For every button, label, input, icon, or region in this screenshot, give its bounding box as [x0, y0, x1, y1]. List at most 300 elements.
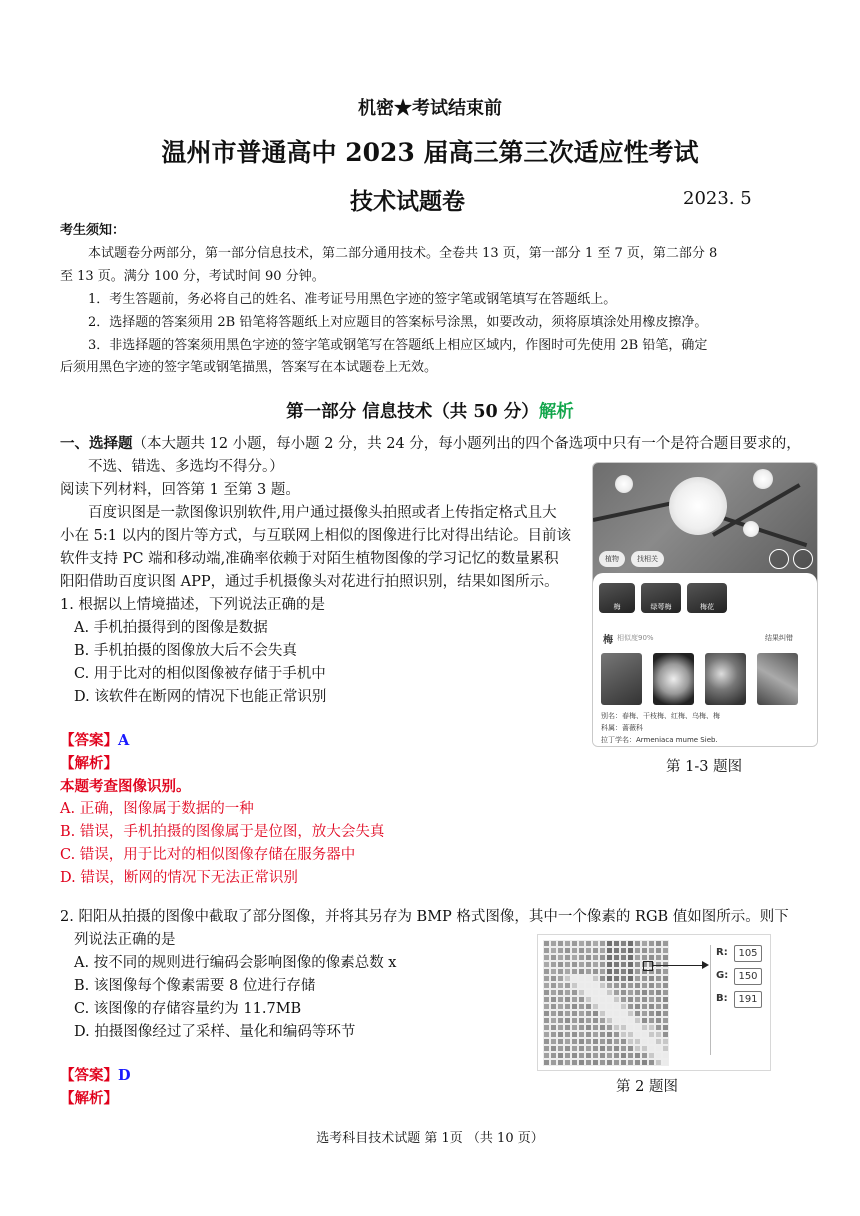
pixel-cell: [578, 968, 585, 975]
pixel-cell: [641, 1038, 648, 1045]
pixel-cell: [599, 1052, 606, 1059]
q1-exp-b: B. 错误，手机拍摄的图像属于是位图，放大会失真: [60, 824, 385, 840]
pixel-cell: [571, 975, 578, 982]
pixel-cell: [620, 996, 627, 1003]
pixel-cell: [613, 1038, 620, 1045]
pixel-cell: [655, 1045, 662, 1052]
scan-icon[interactable]: [769, 549, 789, 569]
pixel-cell: [571, 1059, 578, 1066]
pixel-cell: [648, 1017, 655, 1024]
similarity-label: 相似度90%: [617, 634, 654, 642]
pixel-cell: [585, 1024, 592, 1031]
pixel-cell: [641, 1031, 648, 1038]
section1-desc2: 不选、错选、多选均不得分。）: [88, 459, 284, 475]
plum-bud: [743, 521, 759, 537]
q1-answer-label: 【答案】: [60, 732, 118, 749]
pixel-cell: [564, 961, 571, 968]
pixel-cell: [662, 1031, 669, 1038]
q2-stem-cont: 列说法正确的是: [74, 932, 176, 948]
pixel-cell: [543, 1024, 550, 1031]
pixel-cell: [655, 1059, 662, 1066]
pixel-cell: [627, 1003, 634, 1010]
pixel-cell: [613, 1052, 620, 1059]
pixel-cell: [613, 1059, 620, 1066]
pixel-cell: [592, 996, 599, 1003]
pixel-cell: [606, 1045, 613, 1052]
q2-explanation-label: 【解析】: [60, 1090, 118, 1107]
divider: [710, 945, 711, 1055]
pixel-cell: [641, 1017, 648, 1024]
pixel-cell: [592, 1024, 599, 1031]
pixel-cell: [550, 975, 557, 982]
pixel-cell: [578, 1003, 585, 1010]
pixel-cell: [627, 1045, 634, 1052]
pixel-cell: [620, 1031, 627, 1038]
pixel-cell: [648, 1038, 655, 1045]
pixel-cell: [557, 1017, 564, 1024]
section1-head: 一、选择题: [60, 435, 133, 452]
pixel-cell: [641, 982, 648, 989]
pixel-cell: [599, 1038, 606, 1045]
pixel-cell: [655, 989, 662, 996]
search-icon[interactable]: [793, 549, 813, 569]
pixel-cell: [634, 1045, 641, 1052]
pixel-cell: [550, 989, 557, 996]
pixel-cell: [634, 947, 641, 954]
pixel-cell: [662, 1010, 669, 1017]
q2-answer-label: 【答案】: [60, 1067, 118, 1084]
pixel-cell: [648, 982, 655, 989]
pixel-cell: [557, 1010, 564, 1017]
pixel-cell: [557, 989, 564, 996]
pixel-cell: [550, 1045, 557, 1052]
material-line-2: 小在 5:1 以内的图片等方式，与互联网上相似的图像进行比对得出结论。目前该: [60, 528, 572, 544]
pixel-cell: [662, 1003, 669, 1010]
pixel-cell: [648, 1059, 655, 1066]
pixel-cell: [592, 1038, 599, 1045]
material-line-3: 软件支持 PC 端和移动端,准确率依赖于对陌生植物图像的学习记忆的数量累积: [60, 551, 559, 567]
pixel-cell: [557, 940, 564, 947]
pixel-cell: [627, 975, 634, 982]
pixel-cell: [578, 1017, 585, 1024]
pixel-cell: [634, 1003, 641, 1010]
pixel-cell: [613, 996, 620, 1003]
pixel-cell: [641, 1024, 648, 1031]
pixel-cell: [571, 982, 578, 989]
pixel-cell: [564, 1031, 571, 1038]
pixel-cell: [592, 961, 599, 968]
pixel-cell: [564, 1010, 571, 1017]
pointer-line: [652, 965, 702, 966]
pixel-cell: [578, 996, 585, 1003]
pixel-cell: [606, 1059, 613, 1066]
q1-explanation-label: 【解析】: [60, 755, 118, 772]
b-label: B:: [716, 993, 728, 1004]
candidate-thumb-1[interactable]: [599, 583, 635, 613]
pixel-cell: [634, 940, 641, 947]
pixel-cell: [585, 1059, 592, 1066]
pixel-cell: [585, 1045, 592, 1052]
pixel-cell: [599, 996, 606, 1003]
pixel-cell: [550, 947, 557, 954]
part1-title-text: 第一部分 信息技术（共 50 分）: [286, 402, 539, 422]
pixel-cell: [606, 1017, 613, 1024]
notice-p3: 2．选择题的答案须用 2B 铅笔将答题纸上对应题目的答案标号涂黑，如要改动，须将原填涂处用橡皮擦净。: [88, 315, 708, 330]
pixel-cell: [620, 982, 627, 989]
pixel-cell: [564, 1038, 571, 1045]
pixel-cell: [599, 947, 606, 954]
notice-p1a: 本试题卷分两部分，第一部分信息技术，第二部分通用技术。全卷共 13 页，第一部分 1 至 7 页，第二部分 8: [88, 246, 718, 261]
pixel-cell: [557, 975, 564, 982]
pixel-cell: [627, 982, 634, 989]
pixel-cell: [592, 954, 599, 961]
pixel-cell: [571, 1038, 578, 1045]
pixel-cell: [620, 968, 627, 975]
pixel-cell: [564, 1017, 571, 1024]
pixel-cell: [550, 1038, 557, 1045]
q2-answer: [60, 1064, 131, 1087]
pixel-cell: [564, 968, 571, 975]
pixel-cell: [613, 1031, 620, 1038]
pixel-cell: [592, 940, 599, 947]
pixel-cell: [592, 989, 599, 996]
pixel-cell: [655, 1024, 662, 1031]
pixel-cell: [655, 1017, 662, 1024]
pixel-cell: [564, 1003, 571, 1010]
pixel-cell: [578, 1024, 585, 1031]
pixel-cell: [606, 989, 613, 996]
pixel-cell: [627, 1038, 634, 1045]
pixel-cell: [557, 968, 564, 975]
pixel-cell: [606, 1003, 613, 1010]
pixel-cell: [543, 1031, 550, 1038]
pixel-cell: [543, 1017, 550, 1024]
pixel-cell: [599, 975, 606, 982]
pixel-cell: [585, 1038, 592, 1045]
pixel-cell: [662, 1017, 669, 1024]
pixel-cell: [620, 989, 627, 996]
pixel-cell: [585, 996, 592, 1003]
pixel-cell: [634, 961, 641, 968]
pixel-cell: [606, 954, 613, 961]
q2-stem: 2. 阳阳从拍摄的图像中截取了部分图像，并将其另存为 BMP 格式图像，其中一个像素的 RGB 值如图所示。则下: [60, 909, 789, 925]
figure-caption-1-3: 第 1-3 题图: [666, 759, 743, 775]
pixel-cell: [550, 1003, 557, 1010]
pixel-cell: [648, 975, 655, 982]
pixel-cell: [550, 954, 557, 961]
pixel-cell: [599, 1010, 606, 1017]
material-line-4: 阳阳借助百度识图 APP，通过手机摄像头对花进行拍照识别，结果如图所示。: [60, 574, 559, 590]
pixel-cell: [662, 940, 669, 947]
notice-p1b: 至 13 页。满分 100 分，考试时间 90 分钟。: [60, 269, 325, 284]
pixel-cell: [634, 996, 641, 1003]
pixel-cell: [564, 940, 571, 947]
pixel-cell: [564, 996, 571, 1003]
pixel-cell: [641, 1059, 648, 1066]
pixel-cell: [599, 1017, 606, 1024]
pixel-cell: [634, 982, 641, 989]
similar-image-2[interactable]: [653, 653, 694, 705]
notice-p2: 1．考生答题前，务必将自己的姓名、准考证号用黑色字迹的签字笔或钢笔填写在答题纸上。: [88, 292, 617, 307]
candidate-thumb-2[interactable]: [641, 583, 681, 613]
pixel-cell: [613, 989, 620, 996]
pixel-cell: [606, 940, 613, 947]
pixel-cell: [648, 996, 655, 1003]
pixel-cell: [662, 989, 669, 996]
pixel-cell: [634, 1038, 641, 1045]
pixel-cell: [599, 1024, 606, 1031]
pixel-cell: [606, 1010, 613, 1017]
pixel-cell: [641, 1052, 648, 1059]
pixel-cell: [592, 1052, 599, 1059]
pixel-cell: [550, 1059, 557, 1066]
pixel-cell: [606, 1024, 613, 1031]
pixel-cell: [578, 1038, 585, 1045]
pixel-cell: [543, 968, 550, 975]
q1-stem: 1. 根据以上情境描述，下列说法正确的是: [60, 597, 325, 613]
g-value: 150: [734, 968, 762, 985]
pixel-cell: [606, 982, 613, 989]
pixel-cell: [627, 1017, 634, 1024]
q1-exp-a: A. 正确，图像属于数据的一种: [60, 801, 254, 817]
candidate-label: 梅花: [700, 603, 714, 611]
pixel-cell: [641, 947, 648, 954]
pixel-cell: [550, 1010, 557, 1017]
pixel-cell: [620, 1045, 627, 1052]
pixel-cell: [571, 1045, 578, 1052]
pixel-cell: [550, 1017, 557, 1024]
figure-caption-2: 第 2 题图: [616, 1079, 678, 1095]
pixel-cell: [592, 1010, 599, 1017]
pixel-cell: [641, 1003, 648, 1010]
pixel-cell: [585, 968, 592, 975]
pixel-cell: [557, 1052, 564, 1059]
notice-p4a: 3．非选择题的答案须用黑色字迹的签字笔或钢笔写在答题纸上相应区域内，作图时可先使用 2B 铅笔，确定: [88, 338, 708, 353]
pixel-cell: [662, 954, 669, 961]
pixel-cell: [627, 989, 634, 996]
pixel-cell: [585, 961, 592, 968]
pixel-cell: [641, 975, 648, 982]
pixel-cell: [648, 1031, 655, 1038]
tag-plant[interactable]: 植物: [599, 551, 625, 567]
pixel-cell: [606, 996, 613, 1003]
pixel-cell: [648, 1010, 655, 1017]
page-footer: 选考科目技术试题 第 1页 （共 10 页）: [316, 1131, 544, 1146]
pixel-cell: [543, 975, 550, 982]
pixel-cell: [662, 1024, 669, 1031]
pixel-cell: [648, 989, 655, 996]
similar-image-1[interactable]: [601, 653, 642, 705]
pixel-cell: [599, 1003, 606, 1010]
pixel-cell: [550, 1031, 557, 1038]
candidate-label: 梅: [613, 603, 621, 611]
pixel-cell: [543, 1038, 550, 1045]
pixel-cell: [634, 1017, 641, 1024]
pixel-cell: [571, 1003, 578, 1010]
tag-related[interactable]: 找相关: [631, 551, 664, 567]
pixel-cell: [571, 947, 578, 954]
pixel-cell: [655, 968, 662, 975]
pixel-cell: [662, 996, 669, 1003]
pixel-cell: [620, 1059, 627, 1066]
pixel-cell: [571, 1024, 578, 1031]
pixel-cell: [634, 975, 641, 982]
similar-image-4[interactable]: [757, 653, 798, 705]
pixel-cell: [585, 954, 592, 961]
pixel-cell: [585, 1031, 592, 1038]
section1-desc: （本大题共 12 小题，每小题 2 分，共 24 分，每小题列出的四个备选项中只有一个是符合题目要求的，: [132, 436, 801, 452]
pixel-cell: [564, 954, 571, 961]
pixel-cell: [585, 947, 592, 954]
pixel-cell: [655, 940, 662, 947]
pixel-cell: [557, 982, 564, 989]
q2-option-d: D. 拍摄图像经过了采样、量化和编码等环节: [74, 1024, 356, 1040]
result-card: [593, 573, 817, 746]
q1-exp-d: D. 错误，断网的情况下无法正常识别: [60, 870, 298, 886]
arrow-icon: [702, 961, 709, 969]
pixel-cell: [641, 1045, 648, 1052]
r-label: R:: [716, 947, 728, 958]
candidate-thumb-3[interactable]: [687, 583, 727, 613]
pixel-cell: [578, 975, 585, 982]
pixel-cell: [571, 954, 578, 961]
q1-exp-intro: 本题考查图像识别。: [60, 778, 191, 795]
pixel-cell: [543, 1045, 550, 1052]
pixel-cell: [627, 940, 634, 947]
pixel-cell: [620, 961, 627, 968]
pixel-cell: [592, 975, 599, 982]
pixel-cell: [648, 1003, 655, 1010]
pixel-cell: [627, 1059, 634, 1066]
pixel-cell: [613, 1024, 620, 1031]
pixel-cell: [627, 996, 634, 1003]
pixel-cell: [592, 947, 599, 954]
plum-bud: [753, 469, 773, 489]
pixel-cell: [655, 982, 662, 989]
pixel-cell: [564, 947, 571, 954]
pixel-cell: [620, 954, 627, 961]
pixel-cell: [627, 961, 634, 968]
pixel-cell: [655, 1003, 662, 1010]
pixel-cell: [578, 954, 585, 961]
similar-image-3[interactable]: [705, 653, 746, 705]
pixel-cell: [578, 940, 585, 947]
pixel-cell: [613, 940, 620, 947]
pixel-cell: [627, 1024, 634, 1031]
pixel-cell: [599, 1059, 606, 1066]
pixel-cell: [578, 1010, 585, 1017]
pixel-cell: [620, 940, 627, 947]
pixel-cell: [627, 1010, 634, 1017]
pixel-cell: [613, 1017, 620, 1024]
pixel-cell: [620, 1010, 627, 1017]
selected-pixel: [643, 961, 653, 971]
part1-tag: 解析: [538, 402, 574, 422]
pixel-cell: [662, 947, 669, 954]
pixel-cell: [564, 1052, 571, 1059]
pixel-cell: [585, 982, 592, 989]
pixel-cell: [592, 1045, 599, 1052]
pixel-cell: [620, 1003, 627, 1010]
exam-title: 温州市普通高中 2023 届高三第三次适应性考试: [161, 138, 699, 167]
pixel-cell: [648, 1052, 655, 1059]
pixel-cell: [599, 989, 606, 996]
pixel-cell: [592, 1059, 599, 1066]
pixel-cell: [550, 968, 557, 975]
pixel-cell: [599, 1031, 606, 1038]
pixel-cell: [620, 1038, 627, 1045]
pixel-cell: [613, 954, 620, 961]
exam-subtitle: 技术试题卷: [350, 188, 465, 215]
plant-family: 科属：蔷薇科: [601, 724, 643, 732]
pixel-cell: [557, 1024, 564, 1031]
pixel-rgb-figure: [537, 934, 771, 1071]
pixel-cell: [655, 975, 662, 982]
plant-recognition-screenshot: [592, 462, 818, 747]
plant-latin-name: 拉丁学名：Armeniaca mume Sieb.: [601, 736, 718, 744]
pixel-cell: [557, 1038, 564, 1045]
pixel-cell: [550, 982, 557, 989]
q1-option-b: B. 手机拍摄的图像放大后不会失真: [74, 643, 297, 659]
pixel-cell: [648, 954, 655, 961]
pixel-cell: [592, 1017, 599, 1024]
pixel-cell: [571, 1017, 578, 1024]
feedback-link[interactable]: 结果纠错: [765, 634, 793, 642]
pixel-cell: [620, 1024, 627, 1031]
pixel-cell: [557, 1003, 564, 1010]
pixel-cell: [564, 982, 571, 989]
pixel-cell: [620, 975, 627, 982]
pixel-cell: [613, 975, 620, 982]
pixel-cell: [627, 1052, 634, 1059]
pixel-cell: [550, 1052, 557, 1059]
q2-option-a: A. 按不同的规则进行编码会影响图像的像素总数 x: [74, 955, 397, 971]
pixel-cell: [620, 947, 627, 954]
q1-option-c: C. 用于比对的相似图像被存储于手机中: [74, 666, 326, 682]
q1-answer: [60, 729, 129, 752]
pixel-cell: [578, 961, 585, 968]
pixel-cell: [578, 982, 585, 989]
pixel-cell: [620, 1017, 627, 1024]
pixel-cell: [599, 968, 606, 975]
pixel-cell: [585, 940, 592, 947]
pixel-cell: [606, 1038, 613, 1045]
candidate-label: 绿萼梅: [650, 603, 672, 611]
pixel-cell: [613, 968, 620, 975]
pixel-cell: [634, 1059, 641, 1066]
pixel-cell: [613, 1010, 620, 1017]
pixel-cell: [550, 1024, 557, 1031]
pixel-cell: [613, 1003, 620, 1010]
result-name: 梅: [603, 635, 613, 646]
pixel-cell: [543, 1003, 550, 1010]
pixel-cell: [599, 954, 606, 961]
plum-blossom: [669, 477, 727, 535]
pixel-cell: [585, 1052, 592, 1059]
pixel-cell: [662, 968, 669, 975]
pixel-cell: [543, 996, 550, 1003]
pixel-cell: [585, 989, 592, 996]
pixel-cell: [578, 947, 585, 954]
pixel-cell: [634, 968, 641, 975]
pixel-cell: [606, 961, 613, 968]
pixel-cell: [550, 961, 557, 968]
pixel-cell: [655, 996, 662, 1003]
pixel-cell: [634, 954, 641, 961]
pixel-cell: [557, 1059, 564, 1066]
pixel-cell: [578, 1059, 585, 1066]
pixel-cell: [571, 996, 578, 1003]
